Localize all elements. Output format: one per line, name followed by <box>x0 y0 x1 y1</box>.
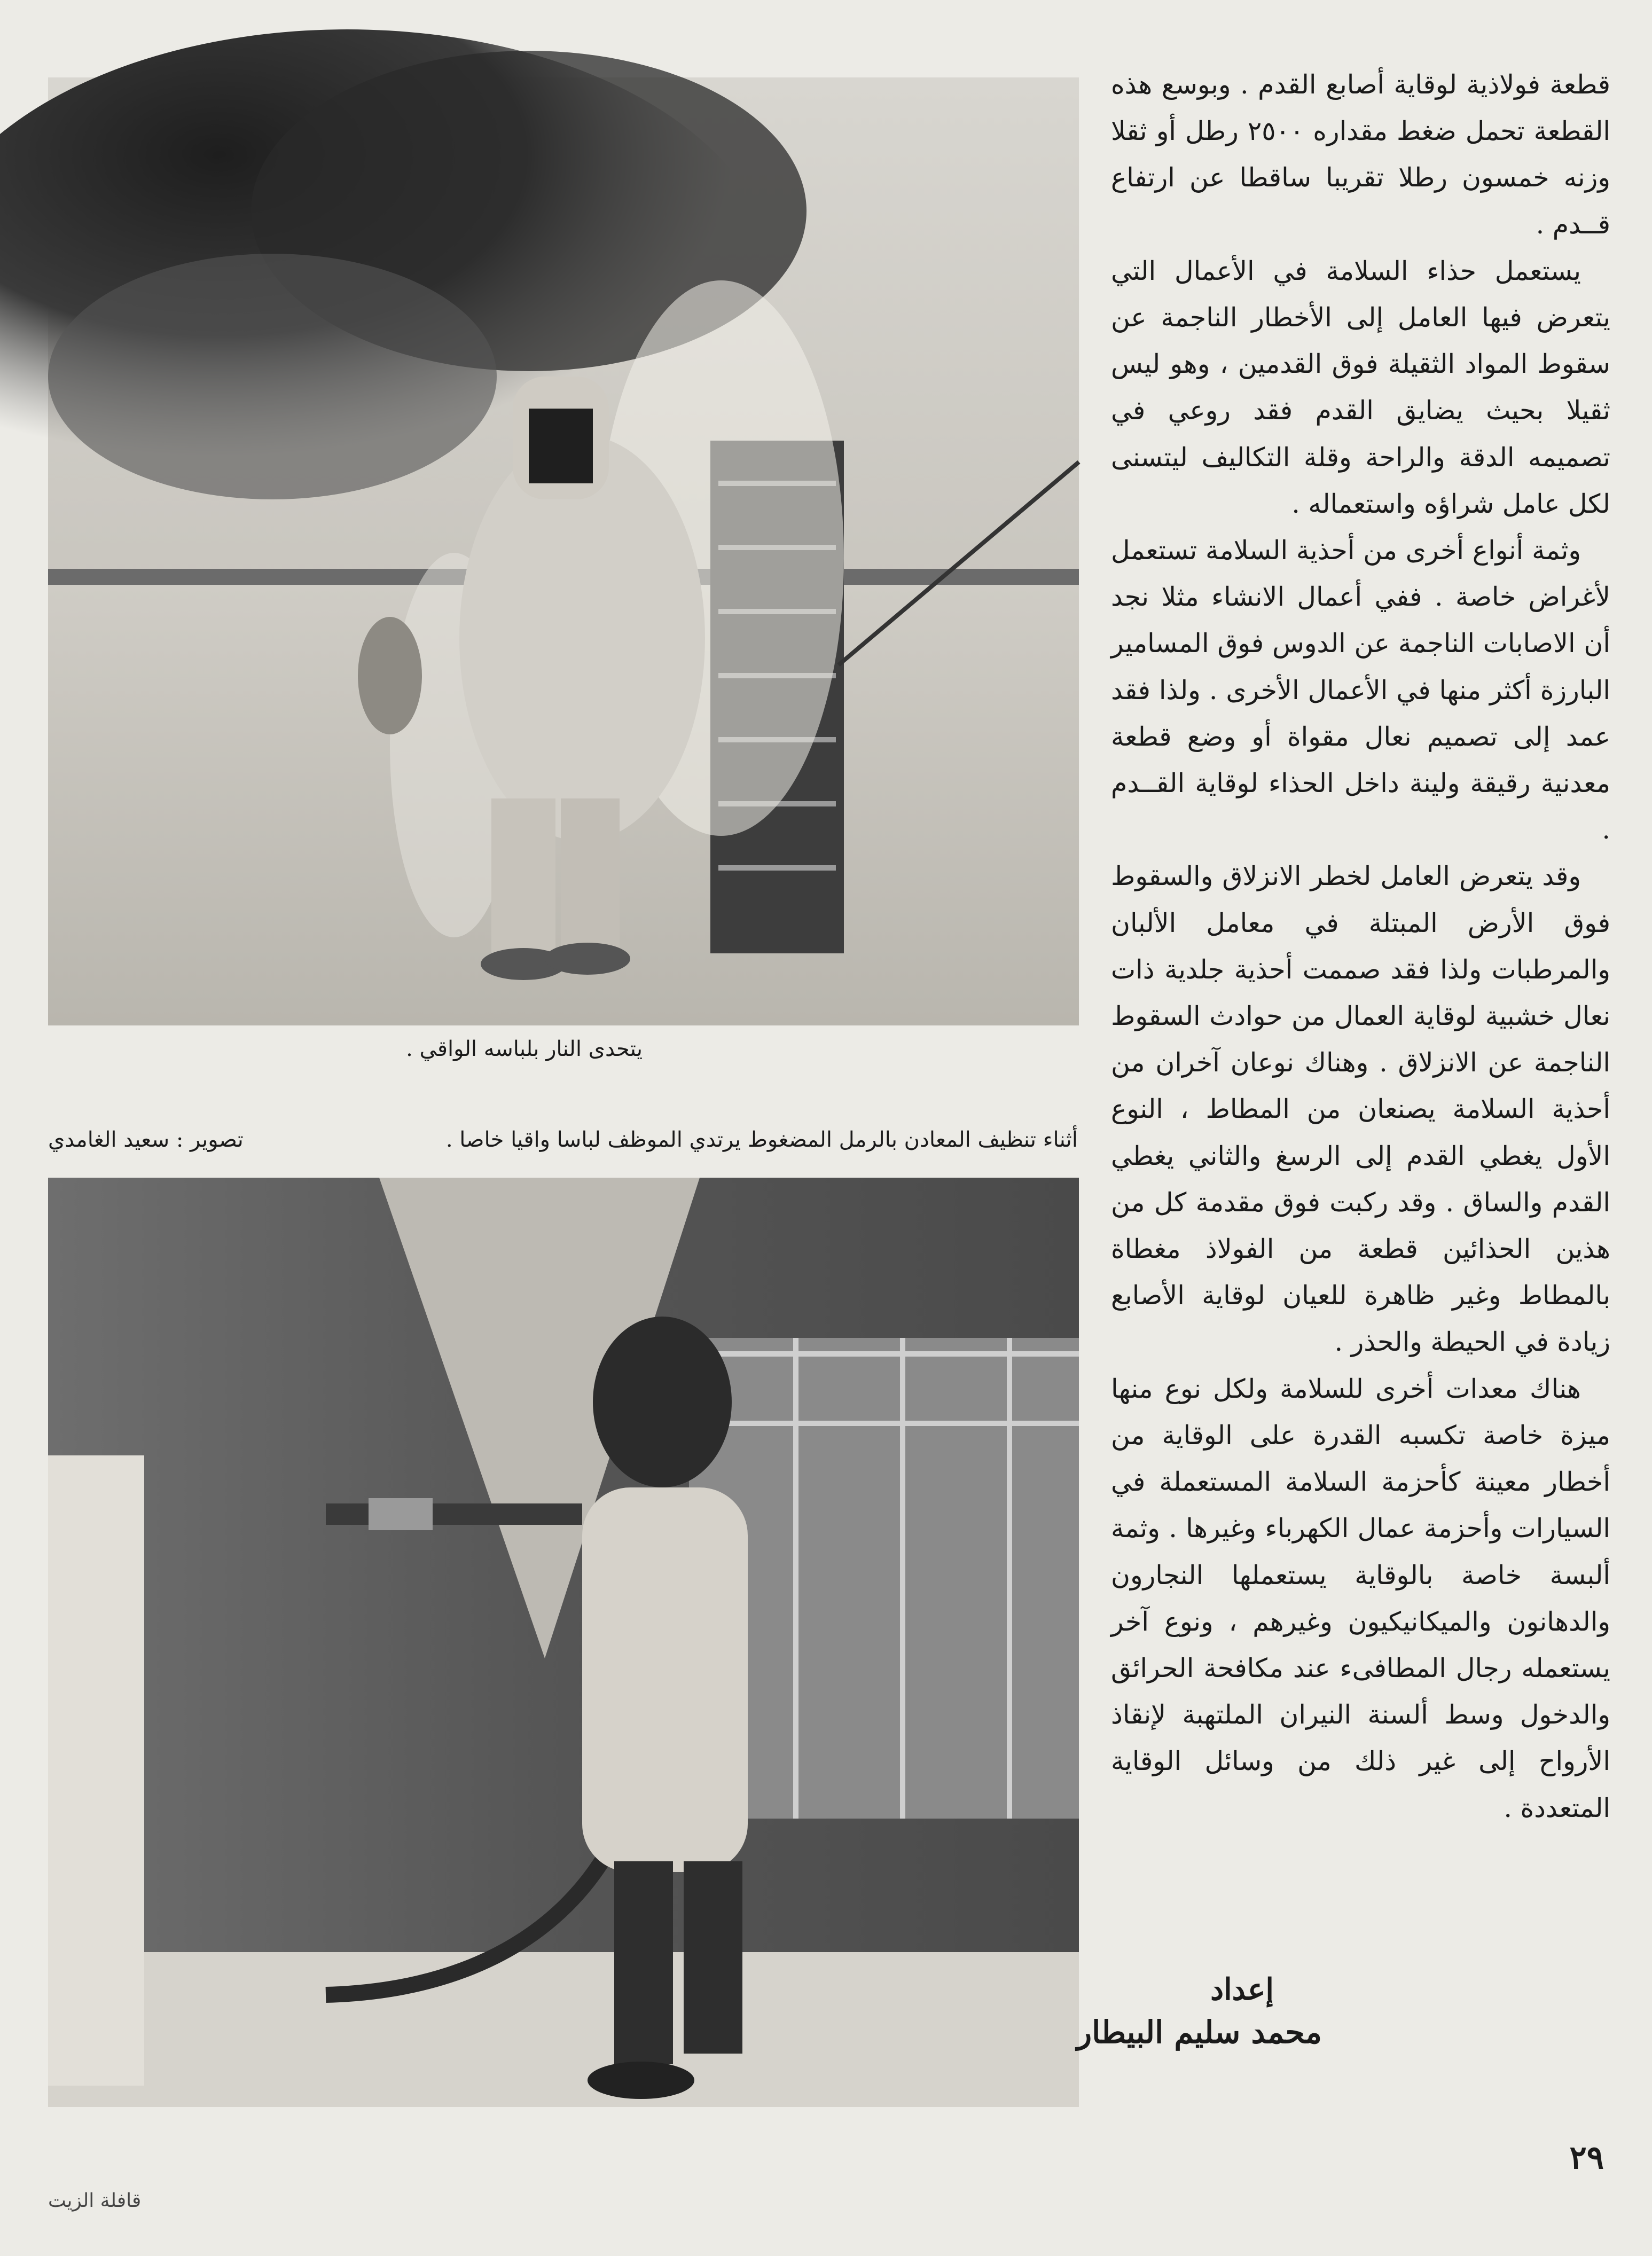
photo-caption-fire-suit: يتحدى النار بلباسه الواقي . <box>406 1037 643 1061</box>
photo-caption-sandblasting: أثناء تنظيف المعادن بالرمل المضغوط يرتدي الموظف لباسا واقيا خاصا . <box>445 1127 1078 1152</box>
page-number: ٢٩ <box>1569 2139 1604 2176</box>
photo-sandblasting <box>48 1178 1079 2107</box>
byline <box>1077 1968 1322 2054</box>
photo-credit: تصوير : سعيد الغامدي <box>48 1127 244 1152</box>
article-paragraph: وقد يتعرض العامل لخطر الانزلاق والسقوط فوق الأرض المبتلة في معامل الألبان والمرطبات ولذا فقد صممت أحذية جلدية ذات نعال خشبية لوقاية العمال من حوادث السقوط الناجمة عن الانزلاق . وهناك نوعان آخران من أحذية السلامة يصنعان من المطاط ، النوع الأول يغطي القدم إلى الرسغ والثاني يغطي القدم والساق . وقد ركبت فوق مقدمة كل من هذين الحذائين قطعة من الفولاذ مغطاة بالمطاط وغير ظاهرة للعيان لوقاية الأصابع زيادة في الحيطة والحذر . <box>1111 861 1610 1358</box>
article-paragraph: قطعة فولاذية لوقاية أصابع القدم . وبوسع هذه القطعة تحمل ضغط مقداره ٢٥٠٠ رطل أو ثقلا وزنه خمسون رطلا تقريبا ساقطا عن ارتفاع قــدم . <box>1111 69 1611 240</box>
byline-label: إعداد <box>1210 1972 1274 2007</box>
byline-author: محمد سليم البيطار <box>1077 2014 1322 2050</box>
article-body <box>1111 61 1611 1823</box>
photo-sandblasting-image <box>48 1178 1079 2107</box>
magazine-name: قافلة الزيت <box>48 2190 142 2212</box>
article-paragraph: هناك معدات أخرى للسلامة ولكل نوع منها ميزة خاصة تكسبه القدرة على الوقاية من أخطار معينة كأحزمة السلامة المستعملة في السيارات وأحزمة عمال الكهرباء وغيرها . وثمة ألبسة خاصة بالوقاية يستعملها النجارون والدهانون والميكانيكيون وغيرهم ، ونوع آخر يستعمله رجال المطافىء عند مكافحة الحرائق والدخول وسط ألسنة النيران الملتهبة لإنقاذ الأرواح إلى غير ذلك من وسائل الوقاية المتعددة . <box>1111 1373 1610 1823</box>
article-paragraph: يستعمل حذاء السلامة في الأعمال التي يتعرض فيها العامل إلى الأخطار الناجمة عن سقوط المواد الثقيلة فوق القدمين ، وهو ليس ثقيلا بحيث يضايق القدم فقد روعي في تصميمه الدقة والراحة وقلة التكاليف ليتسنى لكل عامل شراؤه واستعماله . <box>1111 255 1610 519</box>
photo-fire-suit-image <box>48 77 1079 1025</box>
article-paragraph: وثمة أنواع أخرى من أحذية السلامة تستعمل لأغراض خاصة . ففي أعمال الانشاء مثلا نجد أن الاصابات الناجمة عن الدوس فوق المسامير البارزة أكثر منها في الأعمال الأخرى . ولذا فقد عمد إلى تصميم نعال مقواة أو وضع قطعة معدنية رقيقة ولينة داخل الحذاء لوقاية القــدم . <box>1111 535 1610 845</box>
photo-fire-suit <box>48 77 1079 1025</box>
